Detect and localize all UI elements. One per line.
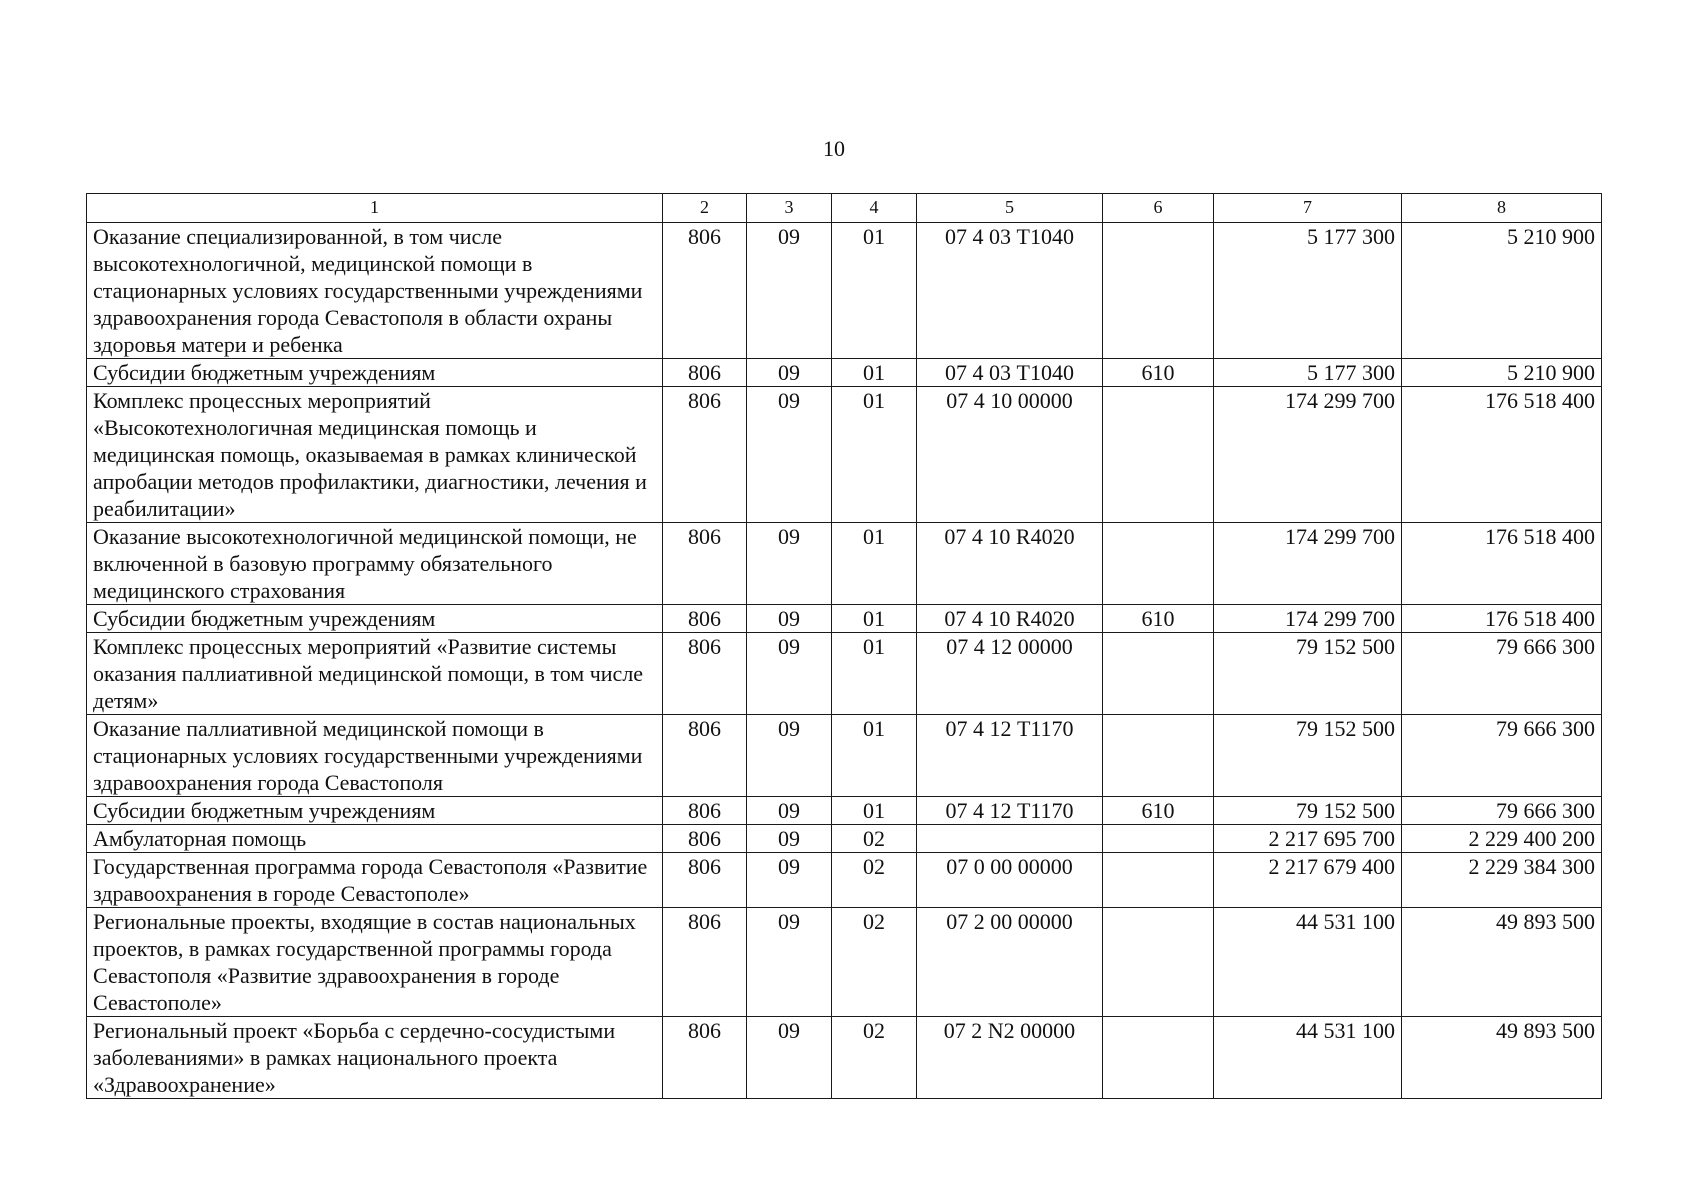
row-sum-1: 2 217 679 400 bbox=[1214, 853, 1402, 908]
row-gr: 806 bbox=[663, 853, 747, 908]
row-sum-1: 5 177 300 bbox=[1214, 223, 1402, 359]
row-name: Субсидии бюджетным учреждениям bbox=[87, 359, 663, 387]
table-row bbox=[87, 605, 1602, 633]
row-gr: 806 bbox=[663, 359, 747, 387]
page-number: 10 bbox=[823, 136, 845, 161]
row-name: Государственная программа города Севастополя «Развитие здравоохранения в городе Севастополе» bbox=[87, 853, 663, 908]
row-csr bbox=[917, 825, 1103, 853]
row-name: Региональные проекты, входящие в состав национальных проектов, в рамках государственной программы города Севастополя «Развитие здравоохранения в городе Севастополе» bbox=[87, 908, 663, 1017]
column-header: 1 bbox=[87, 194, 663, 223]
table-row bbox=[87, 523, 1602, 605]
table-row bbox=[87, 359, 1602, 387]
row-vr bbox=[1103, 633, 1214, 715]
row-sum-2: 5 210 900 bbox=[1402, 223, 1602, 359]
row-name: Амбулаторная помощь bbox=[87, 825, 663, 853]
row-sum-1: 2 217 695 700 bbox=[1214, 825, 1402, 853]
row-pr: 02 bbox=[832, 825, 917, 853]
column-header: 2 bbox=[663, 194, 747, 223]
row-pr: 01 bbox=[832, 605, 917, 633]
budget-table bbox=[86, 193, 1602, 1099]
table-row bbox=[87, 908, 1602, 1017]
row-rz: 09 bbox=[747, 715, 832, 797]
row-pr: 01 bbox=[832, 633, 917, 715]
row-sum-1: 79 152 500 bbox=[1214, 633, 1402, 715]
row-rz: 09 bbox=[747, 853, 832, 908]
row-rz: 09 bbox=[747, 605, 832, 633]
row-rz: 09 bbox=[747, 633, 832, 715]
row-pr: 01 bbox=[832, 359, 917, 387]
row-vr bbox=[1103, 223, 1214, 359]
row-gr: 806 bbox=[663, 523, 747, 605]
row-rz: 09 bbox=[747, 387, 832, 523]
row-vr bbox=[1103, 523, 1214, 605]
header-row bbox=[87, 194, 1602, 223]
row-rz: 09 bbox=[747, 908, 832, 1017]
row-pr: 01 bbox=[832, 797, 917, 825]
row-rz: 09 bbox=[747, 523, 832, 605]
row-csr: 07 4 12 Т1170 bbox=[917, 715, 1103, 797]
row-sum-2: 79 666 300 bbox=[1402, 797, 1602, 825]
column-header: 5 bbox=[917, 194, 1103, 223]
row-sum-1: 174 299 700 bbox=[1214, 605, 1402, 633]
row-csr: 07 2 N2 00000 bbox=[917, 1017, 1103, 1099]
table-row bbox=[87, 825, 1602, 853]
row-sum-1: 174 299 700 bbox=[1214, 387, 1402, 523]
row-pr: 01 bbox=[832, 715, 917, 797]
row-vr bbox=[1103, 853, 1214, 908]
row-sum-2: 176 518 400 bbox=[1402, 523, 1602, 605]
row-name: Комплекс процессных мероприятий «Высокотехнологичная медицинская помощь и медицинская помощь, оказываемая в рамках клинической апробации методов профилактики, диагностики, лечения и реабилитации» bbox=[87, 387, 663, 523]
row-sum-1: 44 531 100 bbox=[1214, 1017, 1402, 1099]
row-rz: 09 bbox=[747, 223, 832, 359]
column-header: 3 bbox=[747, 194, 832, 223]
row-sum-2: 79 666 300 bbox=[1402, 715, 1602, 797]
row-gr: 806 bbox=[663, 908, 747, 1017]
row-vr: 610 bbox=[1103, 605, 1214, 633]
row-sum-2: 49 893 500 bbox=[1402, 1017, 1602, 1099]
row-rz: 09 bbox=[747, 825, 832, 853]
row-csr: 07 4 12 Т1170 bbox=[917, 797, 1103, 825]
row-csr: 07 4 10 R4020 bbox=[917, 605, 1103, 633]
row-csr: 07 2 00 00000 bbox=[917, 908, 1103, 1017]
row-csr: 07 4 03 Т1040 bbox=[917, 359, 1103, 387]
row-sum-1: 79 152 500 bbox=[1214, 797, 1402, 825]
row-pr: 02 bbox=[832, 1017, 917, 1099]
table-row bbox=[87, 715, 1602, 797]
row-vr bbox=[1103, 825, 1214, 853]
row-sum-2: 2 229 400 200 bbox=[1402, 825, 1602, 853]
table-row bbox=[87, 633, 1602, 715]
row-name: Оказание паллиативной медицинской помощи в стационарных условиях государственными учреждениями здравоохранения города Севастополя bbox=[87, 715, 663, 797]
row-sum-1: 44 531 100 bbox=[1214, 908, 1402, 1017]
row-sum-1: 174 299 700 bbox=[1214, 523, 1402, 605]
column-header: 6 bbox=[1103, 194, 1214, 223]
row-vr bbox=[1103, 387, 1214, 523]
row-name: Комплекс процессных мероприятий «Развитие системы оказания паллиативной медицинской помощи, в том числе детям» bbox=[87, 633, 663, 715]
row-vr bbox=[1103, 908, 1214, 1017]
row-csr: 07 4 03 Т1040 bbox=[917, 223, 1103, 359]
table-row bbox=[87, 853, 1602, 908]
row-pr: 01 bbox=[832, 223, 917, 359]
table-row bbox=[87, 797, 1602, 825]
row-name: Субсидии бюджетным учреждениям bbox=[87, 605, 663, 633]
row-name: Региональный проект «Борьба с сердечно-сосудистыми заболеваниями» в рамках национального проекта «Здравоохранение» bbox=[87, 1017, 663, 1099]
row-csr: 07 4 12 00000 bbox=[917, 633, 1103, 715]
row-gr: 806 bbox=[663, 797, 747, 825]
row-pr: 02 bbox=[832, 853, 917, 908]
row-rz: 09 bbox=[747, 797, 832, 825]
row-vr: 610 bbox=[1103, 359, 1214, 387]
row-sum-2: 79 666 300 bbox=[1402, 633, 1602, 715]
row-gr: 806 bbox=[663, 715, 747, 797]
row-sum-1: 79 152 500 bbox=[1214, 715, 1402, 797]
row-pr: 02 bbox=[832, 908, 917, 1017]
row-name: Оказание высокотехнологичной медицинской помощи, не включенной в базовую программу обязательного медицинского страхования bbox=[87, 523, 663, 605]
table-row bbox=[87, 387, 1602, 523]
row-name: Оказание специализированной, в том числе высокотехнологичной, медицинской помощи в стационарных условиях государственными учреждениями здравоохранения города Севастополя в области охраны здоровья матери и ребенка bbox=[87, 223, 663, 359]
row-vr bbox=[1103, 1017, 1214, 1099]
row-rz: 09 bbox=[747, 359, 832, 387]
row-csr: 07 4 10 00000 bbox=[917, 387, 1103, 523]
table-row bbox=[87, 1017, 1602, 1099]
row-sum-2: 2 229 384 300 bbox=[1402, 853, 1602, 908]
column-header: 7 bbox=[1214, 194, 1402, 223]
row-name: Субсидии бюджетным учреждениям bbox=[87, 797, 663, 825]
column-header: 4 bbox=[832, 194, 917, 223]
column-header: 8 bbox=[1402, 194, 1602, 223]
row-sum-1: 5 177 300 bbox=[1214, 359, 1402, 387]
row-gr: 806 bbox=[663, 387, 747, 523]
row-gr: 806 bbox=[663, 223, 747, 359]
row-gr: 806 bbox=[663, 1017, 747, 1099]
row-csr: 07 0 00 00000 bbox=[917, 853, 1103, 908]
row-gr: 806 bbox=[663, 825, 747, 853]
row-pr: 01 bbox=[832, 523, 917, 605]
row-sum-2: 49 893 500 bbox=[1402, 908, 1602, 1017]
row-csr: 07 4 10 R4020 bbox=[917, 523, 1103, 605]
row-sum-2: 5 210 900 bbox=[1402, 359, 1602, 387]
row-sum-2: 176 518 400 bbox=[1402, 605, 1602, 633]
row-gr: 806 bbox=[663, 633, 747, 715]
table-row bbox=[87, 223, 1602, 359]
row-vr: 610 bbox=[1103, 797, 1214, 825]
row-gr: 806 bbox=[663, 605, 747, 633]
row-rz: 09 bbox=[747, 1017, 832, 1099]
row-sum-2: 176 518 400 bbox=[1402, 387, 1602, 523]
row-vr bbox=[1103, 715, 1214, 797]
row-pr: 01 bbox=[832, 387, 917, 523]
